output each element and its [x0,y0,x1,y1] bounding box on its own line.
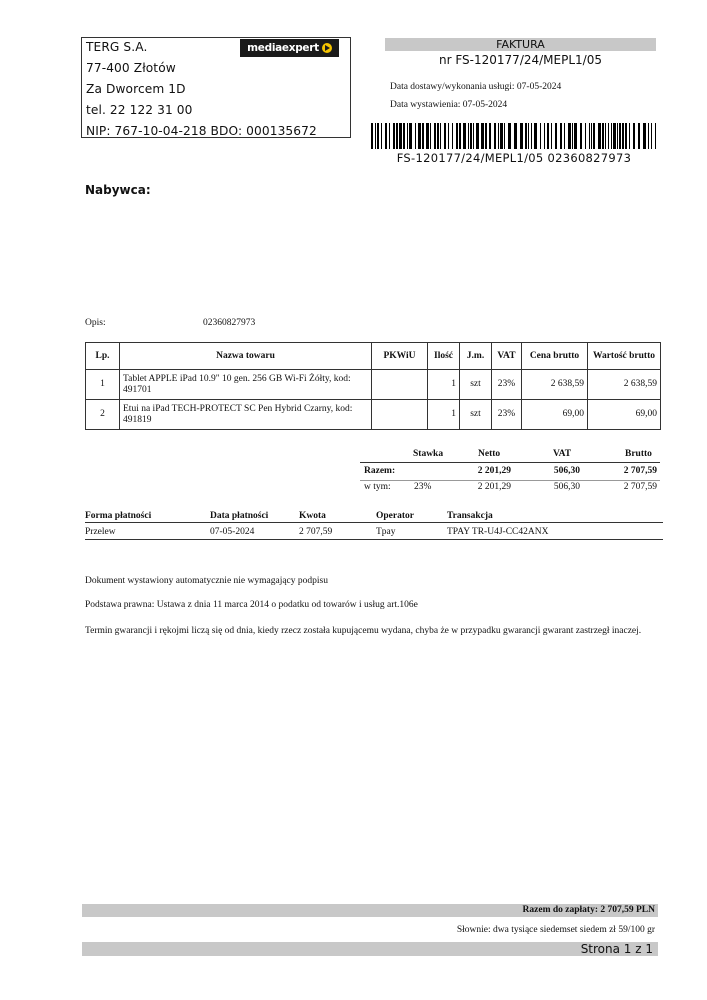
row-pkwiu [372,370,428,400]
header-unit: J.m. [460,343,492,370]
table-row [86,400,661,430]
items-table [85,342,661,430]
description-label: Opis: [85,318,106,328]
payment-divider-bottom [85,539,663,540]
header-unit-price: Cena brutto [522,343,588,370]
note-auto-generated: Dokument wystawiony automatycznie nie wymagający podpisu [85,576,328,586]
header-lp: Lp. [86,343,120,370]
payment-method: Przelew [85,527,116,537]
logo-text: mediaexpert [247,42,319,54]
page-bar [82,942,658,956]
summary-divider-2 [360,480,660,481]
summary-total-label: Razem: [364,466,396,476]
summary-breakdown-label: w tym: [364,482,391,492]
row-value: 69,00 [588,400,661,430]
seller-street: Za Dworcem 1D [86,82,186,96]
summary-breakdown-rate: 23% [414,482,432,492]
row-qty: 1 [428,400,460,430]
payment-header-method: Forma płatności [85,511,152,521]
seller-postal-city: 77-400 Złotów [86,61,176,75]
barcode-text: FS-120177/24/MEPL1/05 02360827973 [396,151,632,165]
payment-amount: 2 707,59 [299,527,333,537]
row-pkwiu [372,400,428,430]
barcode [371,123,657,149]
row-unit: szt [460,400,492,430]
items-header-row [86,343,661,370]
summary-divider [360,462,660,463]
payment-header-operator: Operator [376,511,414,521]
summary-total-gross: 2 707,59 [623,466,657,476]
payment-header-amount: Kwota [299,511,326,521]
description-value: 02360827973 [203,318,256,328]
summary-total-vat: 506,30 [553,466,580,476]
seller-box [81,37,351,138]
total-due: Razem do zapłaty: 2 707,59 PLN [522,905,655,915]
issue-date: Data wystawienia: 07-05-2024 [390,100,508,110]
row-value: 2 638,59 [588,370,661,400]
seller-phone: tel. 22 122 31 00 [86,103,193,117]
seller-name: TERG S.A. [86,40,148,54]
payment-transaction: TPAY TR-U4J-CC42ANX [447,527,549,537]
header-value: Wartość brutto [588,343,661,370]
header-qty: Ilość [428,343,460,370]
row-vat: 23% [492,370,522,400]
page-number: Strona 1 z 1 [580,942,653,956]
buyer-label: Nabywca: [85,183,151,197]
logo-play-icon [322,43,332,53]
payment-operator: Tpay [376,527,396,537]
amount-in-words: Słownie: dwa tysiące siedemset siedem zł 59/100 gr [456,925,655,935]
table-row [86,370,661,400]
row-name: Tablet APPLE iPad 10.9" 10 gen. 256 GB Wi-Fi Żółty, kod: 491701 [120,370,372,400]
header-pkwiu: PKWiU [372,343,428,370]
row-lp: 1 [86,370,120,400]
payment-date: 07-05-2024 [210,527,255,537]
row-unit: szt [460,370,492,400]
note-legal-basis: Podstawa prawna: Ustawa z dnia 11 marca 2014 o podatku od towarów i usług art.106e [85,600,418,610]
invoice-title: FAKTURA [385,38,656,51]
payment-header-date: Data płatności [210,511,269,521]
seller-ids: NIP: 767-10-04-218 BDO: 000135672 [86,124,317,138]
row-vat: 23% [492,400,522,430]
summary-header-rate: Stawka [413,449,444,459]
row-lp: 2 [86,400,120,430]
row-unit-price: 69,00 [522,400,588,430]
summary-header-gross: Brutto [625,449,652,459]
row-unit-price: 2 638,59 [522,370,588,400]
delivery-date: Data dostawy/wykonania usługi: 07-05-2024 [390,82,562,92]
mediaexpert-logo [240,39,339,57]
summary-breakdown-net: 2 201,29 [477,482,511,492]
summary-header-vat: VAT [553,449,572,459]
summary-breakdown-vat: 506,30 [553,482,580,492]
header-name: Nazwa towaru [120,343,372,370]
summary-breakdown-gross: 2 707,59 [623,482,657,492]
summary-header-net: Netto [478,449,501,459]
payment-header-transaction: Transakcja [447,511,493,521]
row-qty: 1 [428,370,460,400]
payment-divider-top [85,522,663,523]
summary-total-net: 2 201,29 [477,466,511,476]
note-warranty: Termin gwarancji i rękojmi liczą się od dnia, kiedy rzecz została kupującemu wydana, chyba że w przypadku gwarancji gwarant zastrzegł inaczej. [85,626,642,636]
header-vat: VAT [492,343,522,370]
invoice-number: nr FS-120177/24/MEPL1/05 [439,53,602,67]
row-name: Etui na iPad TECH-PROTECT SC Pen Hybrid Czarny, kod: 491819 [120,400,372,430]
